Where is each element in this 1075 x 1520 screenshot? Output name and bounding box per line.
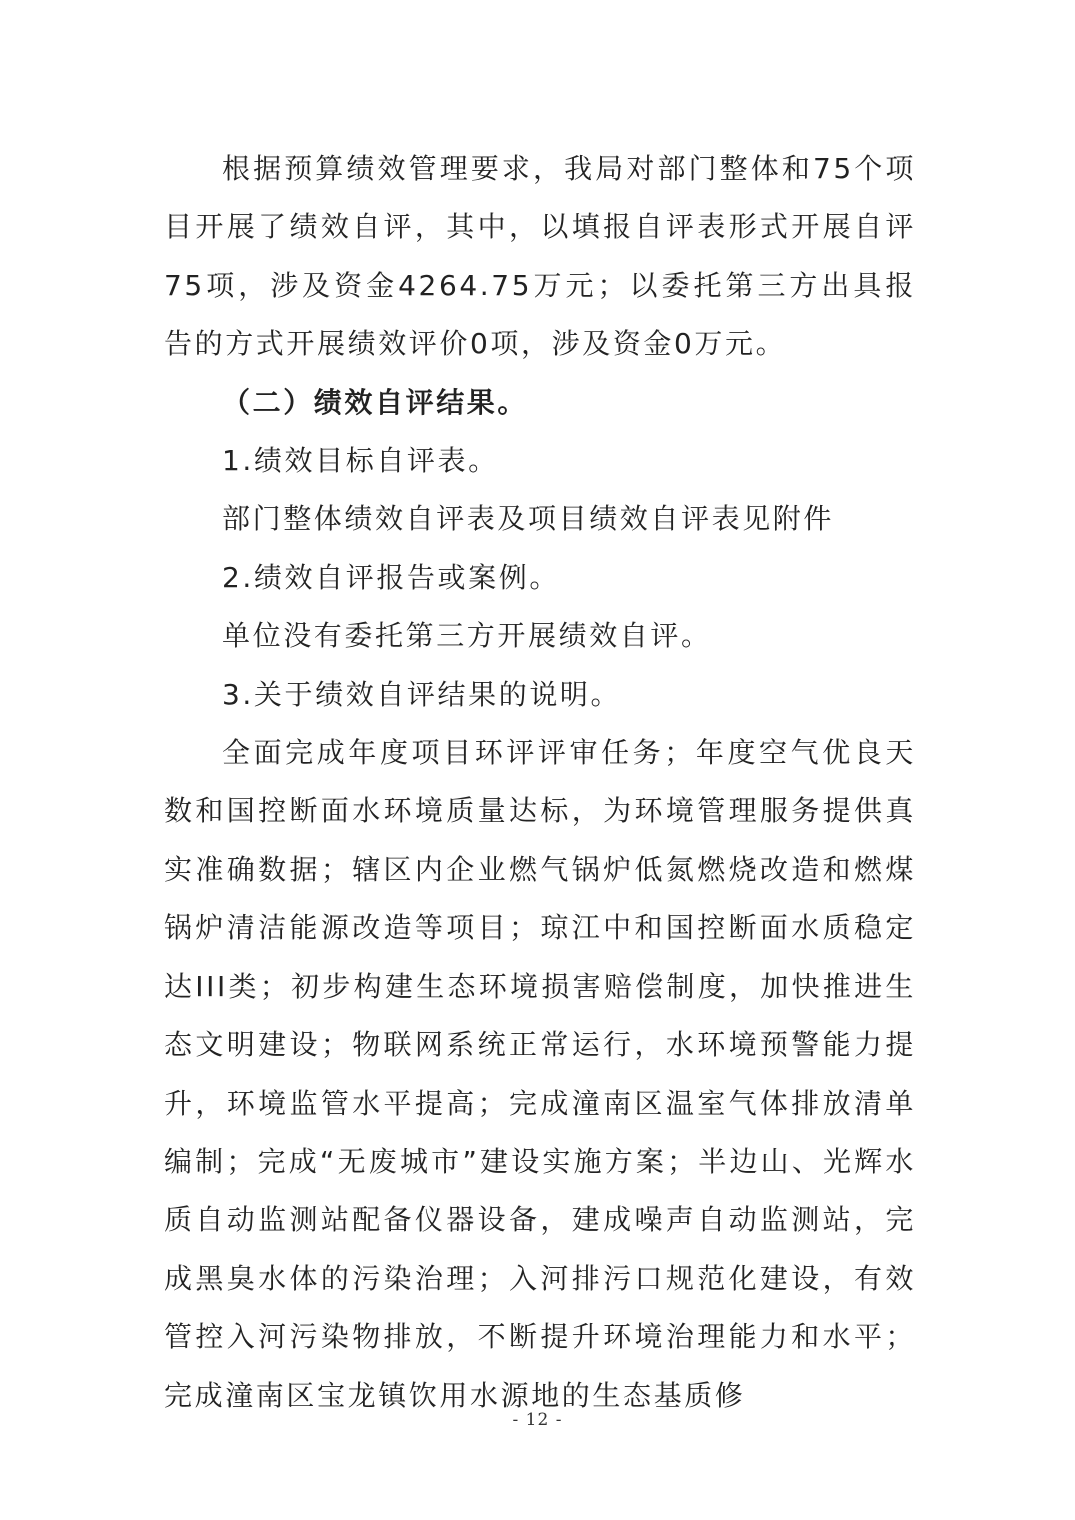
item-1-content: 部门整体绩效自评表及项目绩效自评表见附件 (222, 502, 835, 536)
item-3-content: 全面完成年度项目环评评审任务；年度空气优良天数和国控断面水环境质量达标，为环境管理服务提供真实准确数据；辖区内企业燃气锅炉低氮燃烧改造和燃煤锅炉清洁能源改造等项目；琼江中和国控断面水质稳定达III类；初步构建生态环境损害赔偿制度，加快推进生态文明建设；物联网系统正常运行，水环境预警能力提升，环境监管水平提高；完成潼南区温室气体排放清单编制；完成“无废城市”建设实施方案；半边山、光辉水质自动监测站配备仪器设备，建成噪声自动监测站，完成黑臭水体的污染治理；入河排污口规范化建设，有效管控入河污染物排放，不断提升环境治理能力和水平；完成潼南区宝龙镇饮用水源地的生态基质修 (164, 736, 916, 1412)
section-heading-self-evaluation-results: （二）绩效自评结果。 (222, 385, 529, 419)
item-2-content: 单位没有委托第三方开展绩效自评。 (222, 619, 712, 653)
page-number: - 12 - (512, 1410, 563, 1430)
item-2-title: 2.绩效自评报告或案例。 (222, 560, 560, 594)
item-3-title: 3.关于绩效自评结果的说明。 (222, 677, 622, 711)
document-body (164, 140, 916, 1425)
paragraph-self-evaluation-scope: 根据预算绩效管理要求，我局对部门整体和75个项目开展了绩效自评，其中，以填报自评表形式开展自评75项，涉及资金4264.75万元；以委托第三方出具报告的方式开展绩效评价0项，涉及资金0万元。 (164, 152, 916, 361)
item-1-title: 1.绩效目标自评表。 (222, 444, 499, 478)
